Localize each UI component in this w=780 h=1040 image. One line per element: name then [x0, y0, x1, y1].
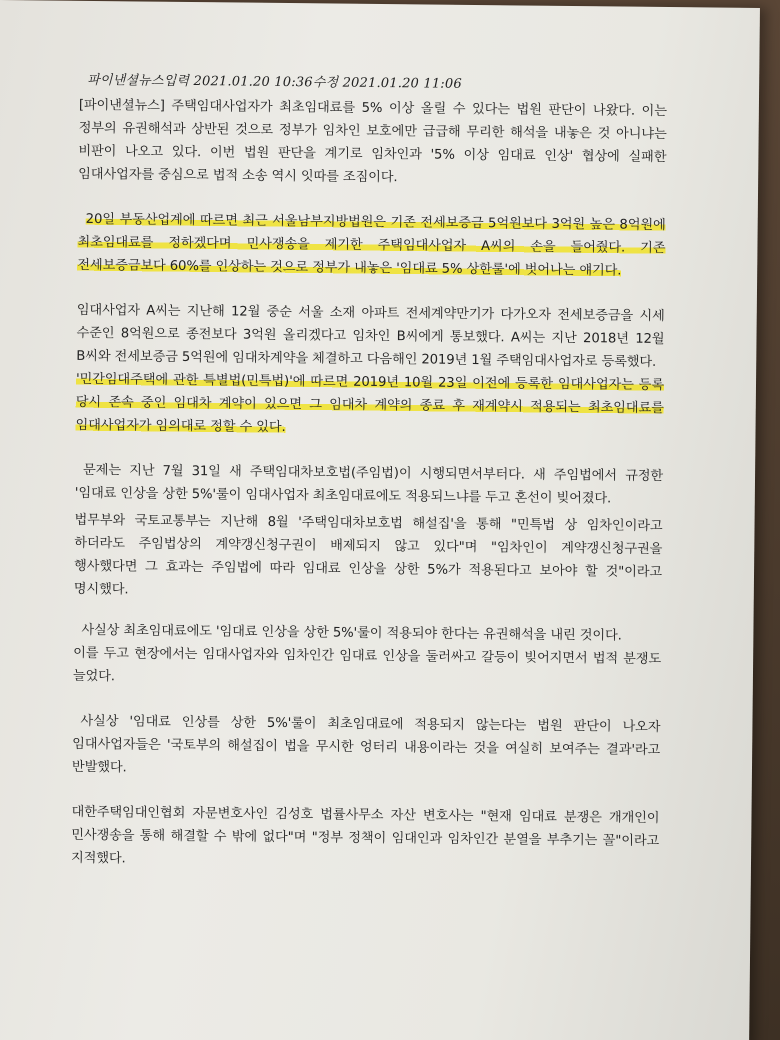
article-meta: 파이낸셜뉴스입력 2021.01.20 10:36수정 2021.01.20 11:06 [87, 72, 462, 92]
paragraph-4-highlighted [75, 368, 664, 443]
paragraph-3: 임대사업자 A씨는 지난해 12월 중순 서울 소재 아파트 전세계약만기가 다가오자 전세보증금을 시세 수준인 8억원으로 종전보다 3억원 올리겠다고 임차인 B씨에게 통보했다. A씨는 지난 2018년 12월 B씨와 전세보증금 5억원에 임대차계약을 체결하고 다음해인 2019년 1월 주택임대사업자로 등록했다. [76, 302, 665, 370]
highlight-mark: '민간임대주택에 관한 특별법(민특법)'에 따르면 2019년 10월 23일 이전에 등록한 임대사업자는 등록 당시 존속 중인 임대차 계약이 있으면 그 임대차 계약의 종료 후 재계약시 적용되는 최초임대료를 임대사업자가 임의대로 정할 수 있다. [75, 371, 665, 436]
paragraph-2-highlighted [77, 208, 666, 283]
paragraph-7: 사실상 최초임대료에도 '임대료 인상을 상한 5%'룰이 적용되야 한다는 유권해석을 내린 것이다. [81, 622, 622, 644]
paragraph-9: 사실상 '임대료 인상를 상한 5%'룰이 최초임대료에 적용되지 않는다는 법원 판단이 나오자 임대사업자들은 '국토부의 해설집이 법을 무시한 엉터리 내용이라는 것을 여실히 보여주는 결과'라고 반발했다. [71, 713, 661, 776]
highlight-mark: 20일 부동산업계에 따르면 최근 서울남부지방법원은 기존 전세보증금 5억원보다 3억원 높은 8억원에 최초임대료를 정하겠다며 민사쟁송을 제기한 주택임대사업자 A씨의 손을 들어줬다. 기존 전세보증금보다 60%를 인상하는 것으로 정부가 내놓은 '임대료 5% 상한룰'에 벗어나는 얘기다. [77, 211, 666, 279]
paragraph-1: [파이낸셜뉴스] 주택임대사업자가 최초임대료를 5% 이상 올릴 수 있다는 법원 판단이 나왔다. 이는 정부의 유권해석과 상반된 것으로 정부가 임차인 보호에만 급급해 무리한 해석을 내놓은 것 아니냐는 비판이 나오고 있다. 이번 법원 판단을 계기로 임차인과 '5% 이상 임대료 인상' 협상에 실패한 임대사업자를 중심으로 법적 소송 역시 잇따를 조짐이다. [78, 97, 667, 186]
paragraph-5: 문제는 지난 7월 31일 새 주택임대차보호법(주임법)이 시행되면서부터다. 새 주임법에서 규정한 '임대료 인상을 상한 5%'룰이 임대사업자 최초임대료에도 적용되느냐를 두고 혼선이 빚어졌다. [74, 462, 664, 507]
paragraph-8: 이를 두고 현장에서는 임대사업자와 임차인간 임대료 인상을 둘러싸고 갈등이 빚어지면서 법적 분쟁도 늘었다. [72, 645, 662, 685]
paragraph-10: 대한주택임대인협회 자문변호사인 김성호 법률사무소 자산 변호사는 "현재 임대료 분쟁은 개개인이 민사쟁송을 통해 해결할 수 밖에 없다"며 "정부 정책이 임대인과 임차인간 분열을 부추기는 꼴"이라고 지적했다. [70, 804, 660, 867]
paragraph-6: 법무부와 국토교통부는 지난해 8월 '주택임대차보호법 해설집'을 통해 "민특법 상 임차인이라고 하더라도 주임법상의 계약갱신청구권이 배제되지 않고 있다"며 "임차인이 계약갱신청구권을 행사했다면 그 효과는 주임법에 따라 임대료 인상을 상한 5%가 적용된다고 보아야 할 것"이라고 명시했다. [73, 512, 663, 598]
article-body [71, 69, 667, 876]
